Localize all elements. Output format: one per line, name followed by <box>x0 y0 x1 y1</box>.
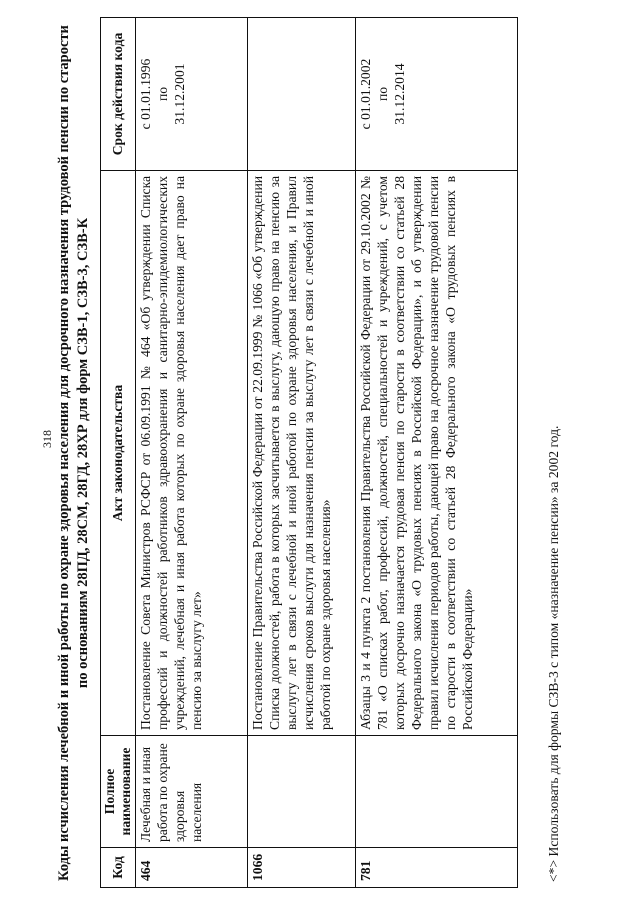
row-code: 464 <box>136 848 248 888</box>
row-name: Лечебная и иная работа по охране здоровья населения <box>136 736 248 848</box>
table-header-row <box>101 18 136 888</box>
table-row <box>136 18 248 888</box>
footnote: <*> Использовать для формы СЗВ-3 с типом «назначение пенсии» за 2002 год. <box>546 425 561 882</box>
page-number: 318 <box>40 430 54 448</box>
period-from: с 01.01.1996 <box>138 58 153 130</box>
row-act: Постановление Совета Министров РСФСР от 06.09.1991 № 464 «Об утверждении Списка профессий и должностей работников здравоохранения и санитарно-эпидемиологических учреждений, лечебная и иная работа которых по охране здоровья населения дает право на пенсию за выслугу лет» <box>136 171 248 736</box>
table-row <box>356 18 518 888</box>
row-period <box>136 18 248 171</box>
row-name <box>356 736 518 848</box>
header-period: Срок действия кода <box>101 18 136 171</box>
codes-table <box>100 17 518 888</box>
table-row <box>248 18 356 888</box>
row-act: Абзацы 3 и 4 пункта 2 постановления Правительства Российской Федерации от 29.10.2002 № 781 «О списках работ, профессий, должностей, специальностей и учреждений, с учетом которых досрочно назначается трудовая пенсия по старости в соответствии со статьей 28 Федерального закона «О трудовых пенсиях в Российской Федерации», и об утверждении правил исчисления периодов работы, дающей право на досрочное назначение трудовой пенсии по старости в соответствии со статьей 28 Федерального закона «О трудовых пенсиях в Российской Федерации» <box>356 171 518 736</box>
row-code: 781 <box>356 848 518 888</box>
period-to-label: по <box>155 86 170 102</box>
period-from: с 01.01.2002 <box>358 58 373 130</box>
header-act: Акт законодательства <box>101 171 136 736</box>
rotated-page-content <box>55 18 630 888</box>
period-to: 31.12.2001 <box>172 63 187 125</box>
page-title: Коды исчисления лечебной и иной работы по охране здоровья населения для досрочного назначения трудовой пенсии по старости по основаниям 28ПД, 28СМ, 28ГД, 28ХР для форм СЗВ-1, СЗВ-3, СЗВ-К <box>56 25 91 881</box>
row-period <box>248 18 356 171</box>
row-code: 1066 <box>248 848 356 888</box>
period-to: 31.12.2014 <box>392 63 407 125</box>
row-period <box>356 18 518 171</box>
header-code: Код <box>101 848 136 888</box>
period-to-label: по <box>375 86 390 102</box>
row-name <box>248 736 356 848</box>
row-act: Постановление Правительства Российской Федерации от 22.09.1999 № 1066 «Об утверждении Списка должностей, работа в которых засчитывается в выслугу, дающую право на пенсию за выслугу лет в связи с лечебной и иной работой по охране здоровья населения, и Правил исчисления сроков выслуги для назначения пенсии за выслугу лет в связи с лечебной и иной работой по охране здоровья населения» <box>248 171 356 736</box>
header-name: Полное наименование <box>101 736 136 848</box>
